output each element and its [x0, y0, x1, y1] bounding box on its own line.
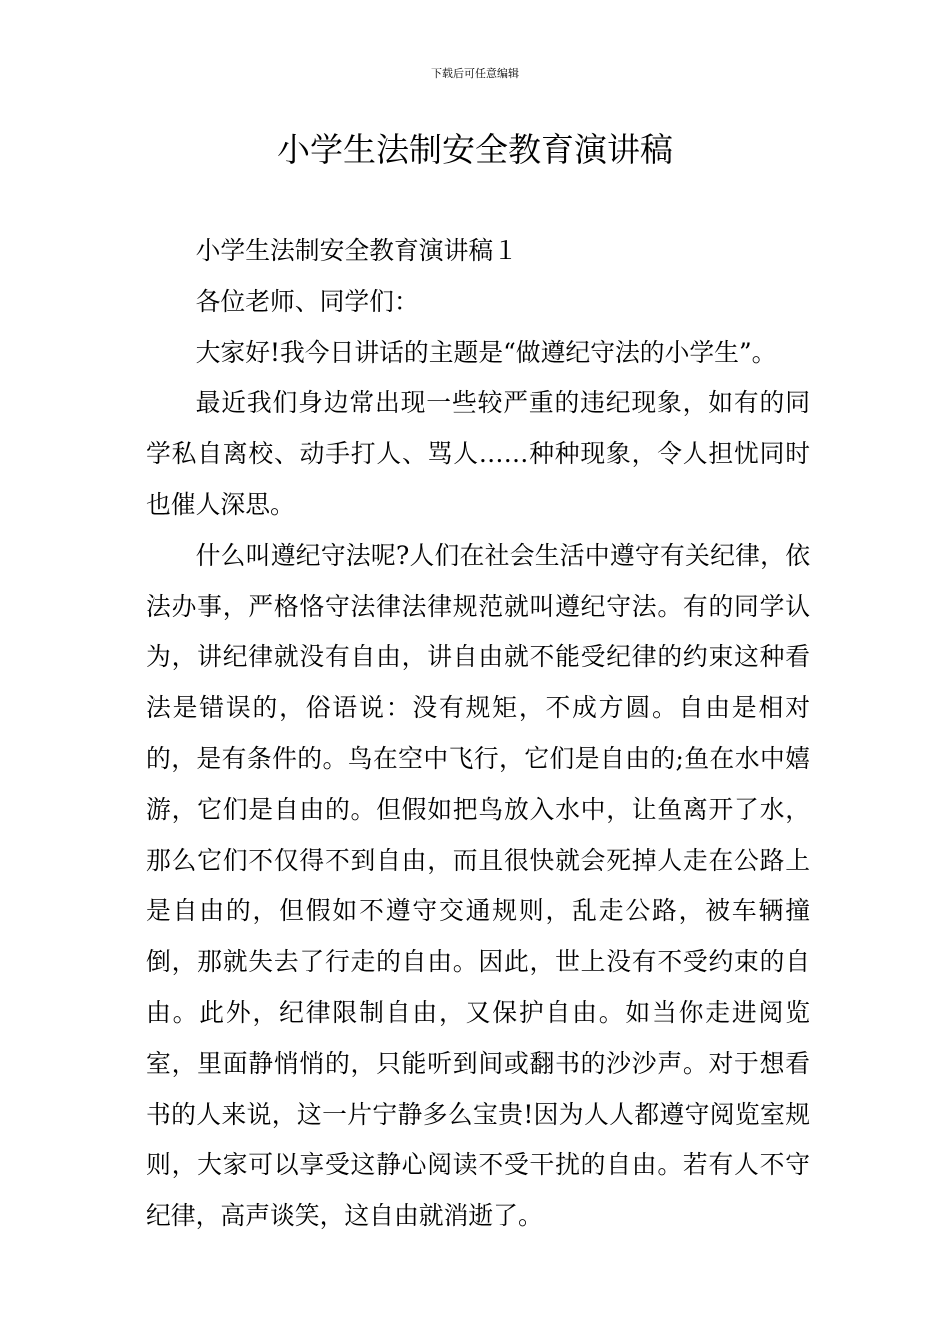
- paragraph-subtitle: 小学生法制安全教育演讲稿１: [195, 236, 518, 265]
- header-note: 下载后可任意编辑: [431, 67, 519, 80]
- paragraph-definition: 什么叫遵纪守法呢?人们在社会生活中遵守有关纪律，依法办事，严格恪守法律法律规范就叫遵纪守法。有的同学认为，讲纪律就没有自由，讲自由就不能受纪律的约束这种看法是错误的，俗语说：没有规矩，不成方圆。自由是相对的，是有条件的。鸟在空中飞行，它们是自由的;鱼在水中嬉游，它们是自由的。但假如把鸟放入水中，让鱼离开了水，那么它们不仅得不到自由，而且很快就会死掉人走在公路上是自由的，但假如不遵守交通规则，乱走公路，被车辆撞倒，那就失去了行走的自由。因此，世上没有不受约束的自由。此外，纪律限制自由，又保护自由。如当你走进阅览室，里面静悄悄的，只能听到间或翻书的沙沙声。对于想看书的人来说，这一片宁静多么宝贵!因为人人都遵守阅览室规则，大家可以享受这静心阅读不受干扰的自由。若有人不守纪律，高声谈笑，这自由就消逝了。: [146, 540, 810, 1231]
- paragraph-intro: 大家好!我今日讲话的主题是“做遵纪守法的小学生”。: [195, 337, 777, 367]
- paragraph-greeting: 各位老师、同学们：: [195, 286, 419, 316]
- paragraph-phenomena: 最近我们身边常出现一些较严重的违纪现象，如有的同学私自离校、动手打人、骂人……种种现象，令人担忧同时也催人深思。: [146, 388, 810, 519]
- document-body: [146, 226, 810, 1242]
- document-title: 小学生法制安全教育演讲稿: [277, 130, 673, 169]
